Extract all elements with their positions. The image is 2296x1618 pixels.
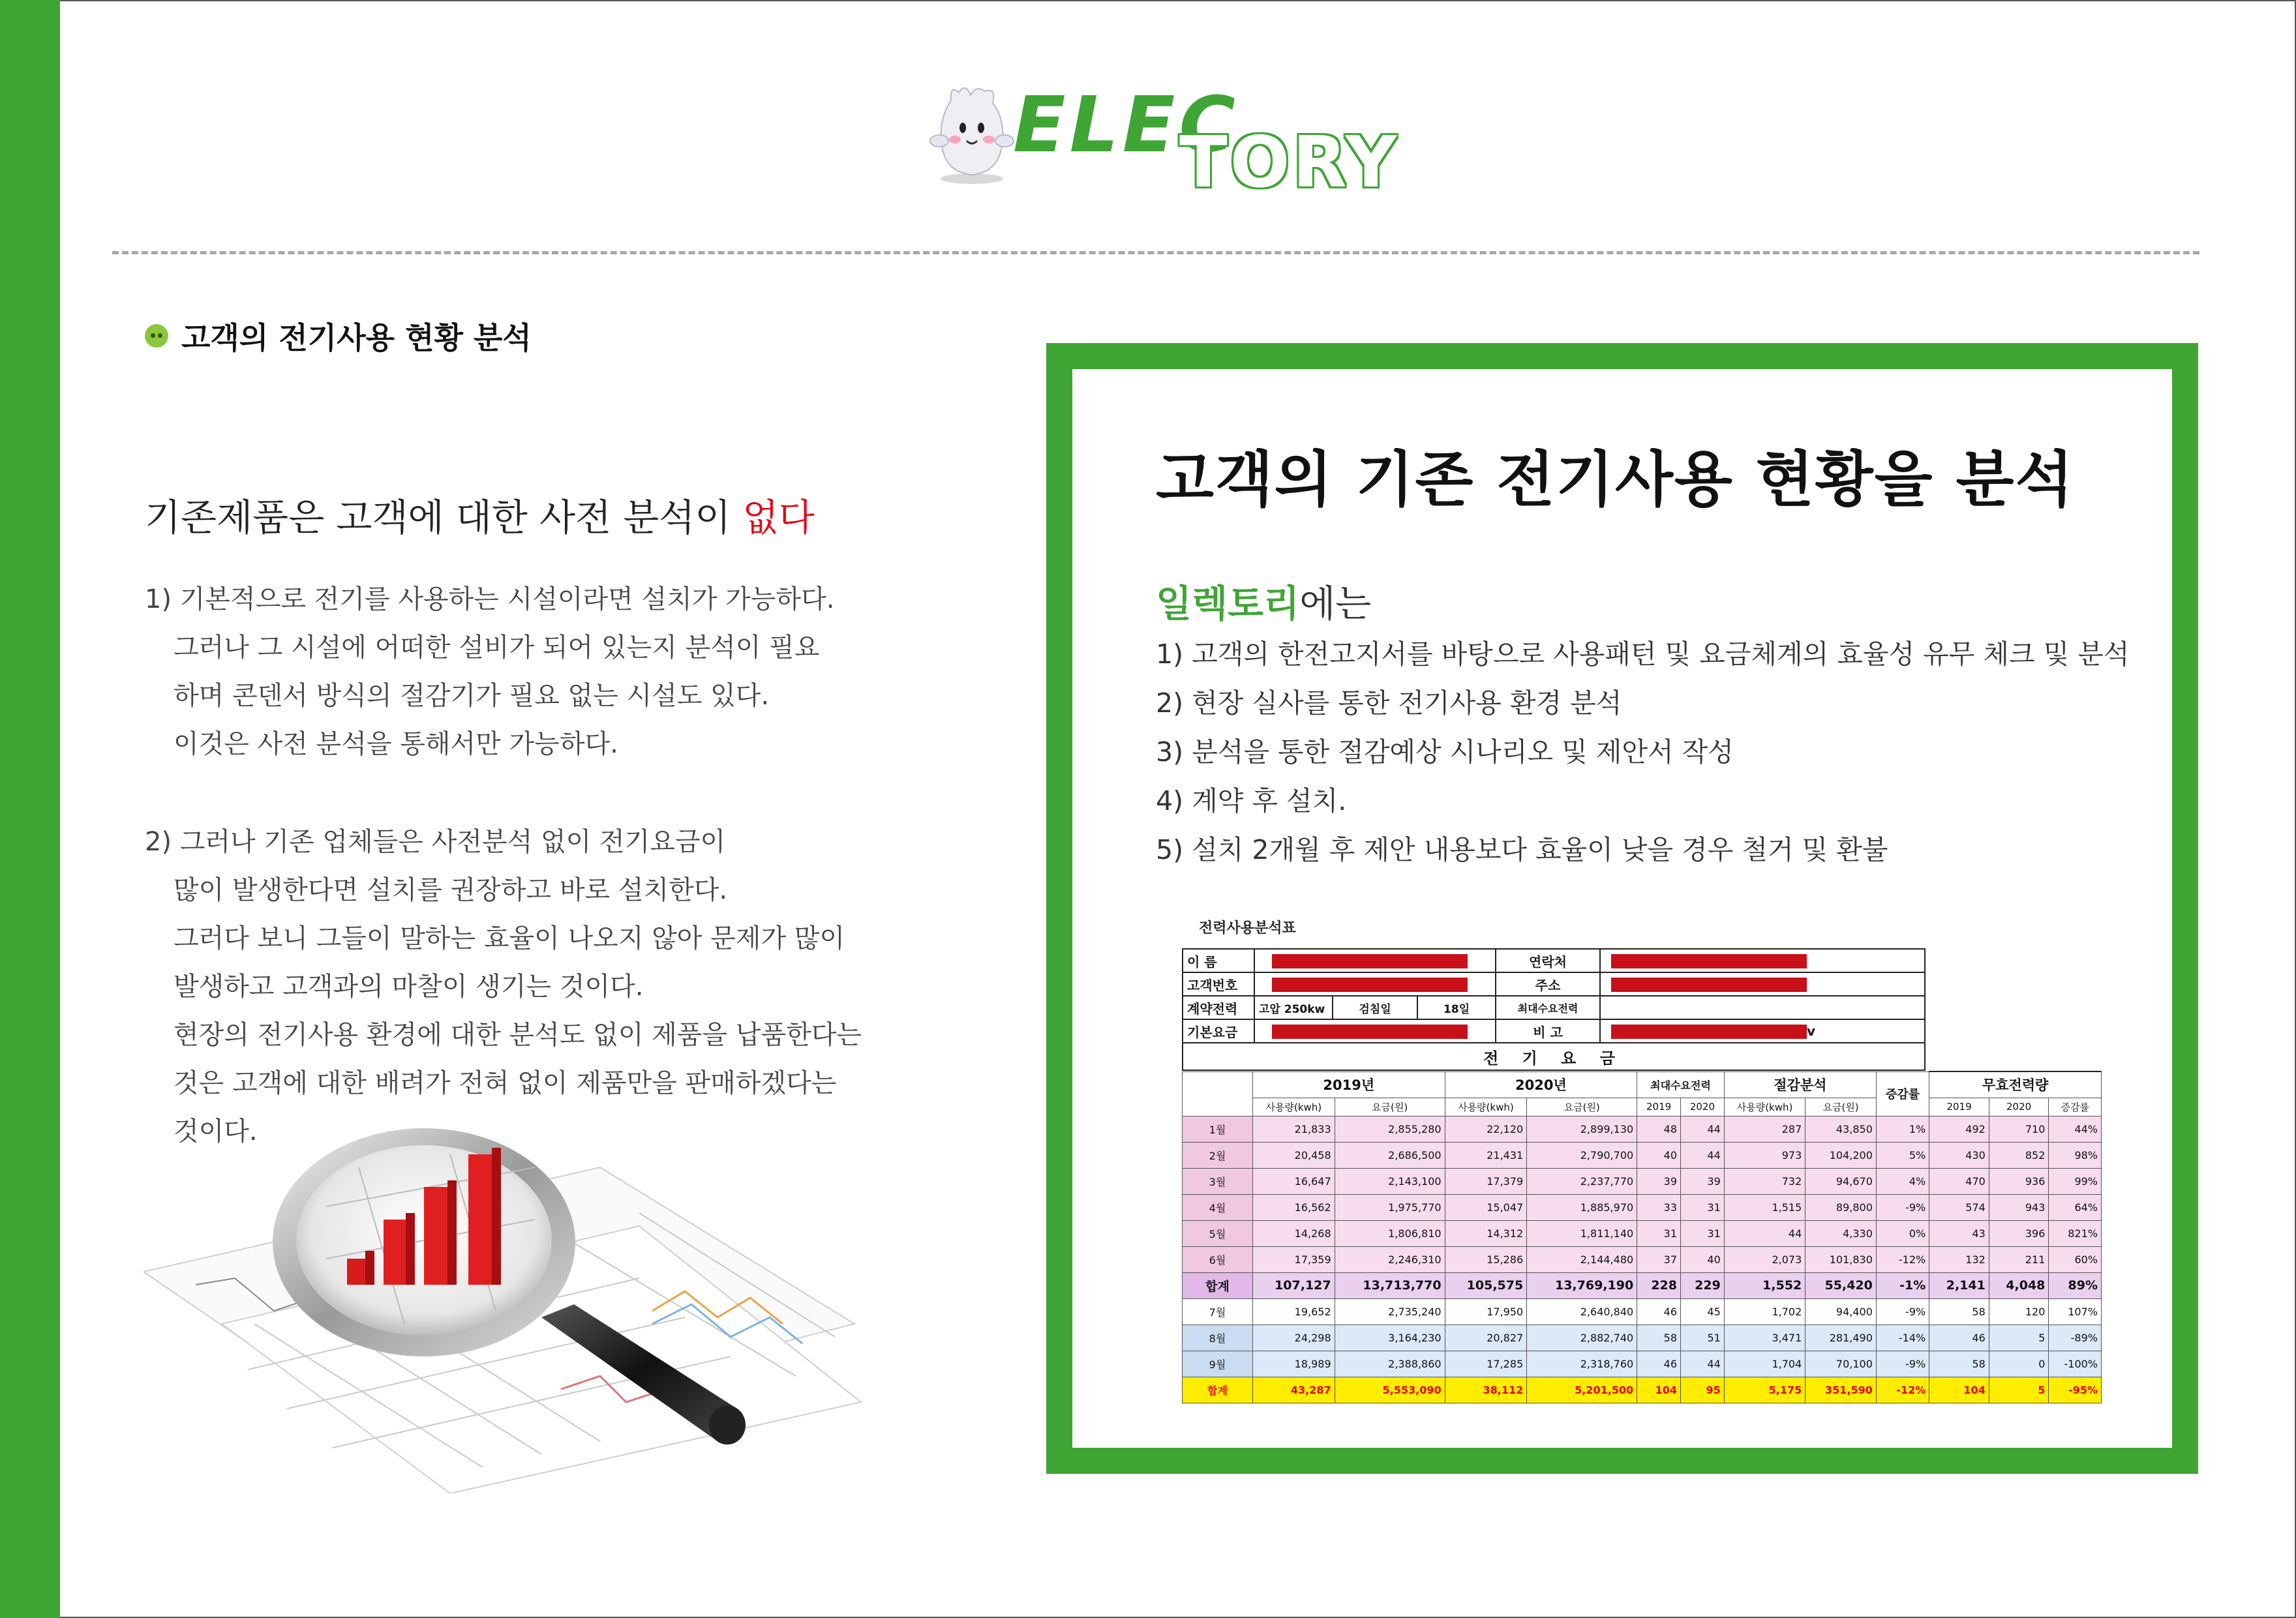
- table-cell: 21,833: [1253, 1116, 1335, 1142]
- table-cell: 2,882,740: [1527, 1325, 1637, 1351]
- logo-text-elec: ELEC: [1013, 80, 1240, 170]
- bullet-face-icon: [145, 324, 168, 348]
- brand-name: 일렉토리: [1156, 582, 1300, 625]
- table-cell: 4%: [1876, 1168, 1929, 1194]
- table-row: [1183, 1220, 2102, 1246]
- paragraph-line: 것이다.: [174, 1116, 258, 1146]
- table-cell: 287: [1724, 1116, 1805, 1142]
- mascot-icon: [925, 81, 1023, 185]
- table-row: [1183, 1116, 2102, 1142]
- info-label: 비 고: [1496, 1019, 1600, 1043]
- table-row: [1183, 1168, 2102, 1194]
- table-cell: 3,471: [1724, 1325, 1805, 1351]
- table-cell: 1,806,810: [1335, 1220, 1445, 1246]
- section-header: [145, 314, 532, 357]
- step-item: 5) 설치 2개월 후 제안 내용보다 효율이 낮을 경우 철거 및 환불: [1156, 834, 1888, 865]
- table-cell: 0: [1989, 1351, 2049, 1377]
- paragraph-line: 현장의 전기사용 환경에 대한 분석도 없이 제품을 납품한다는: [174, 1020, 862, 1050]
- table-cell: 17,285: [1445, 1351, 1527, 1377]
- table-cell: 21,431: [1445, 1142, 1527, 1168]
- month-cell: 5월: [1183, 1220, 1253, 1246]
- table-cell: 105,575: [1445, 1272, 1527, 1298]
- table-row: [1183, 1377, 2102, 1403]
- table-cell: 99%: [2049, 1168, 2102, 1194]
- table-cell: 104,200: [1805, 1142, 1877, 1168]
- table-cell: 15,286: [1445, 1246, 1527, 1272]
- month-cell: 6월: [1183, 1246, 1253, 1272]
- month-cell: 합계: [1183, 1272, 1253, 1298]
- table-cell: 1,975,770: [1335, 1194, 1445, 1220]
- paragraph-2: [145, 818, 862, 1156]
- table-cell: 5: [1989, 1325, 2049, 1351]
- table-cell: 31: [1681, 1220, 1725, 1246]
- sub-fee: 요금(원): [1335, 1098, 1445, 1116]
- table-cell: 1,704: [1724, 1351, 1805, 1377]
- info-value: 18일: [1417, 996, 1496, 1019]
- table-cell: 16,647: [1253, 1168, 1335, 1194]
- magnifier-chart-illustration: [144, 1128, 868, 1493]
- table-cell: 120: [1989, 1298, 2049, 1325]
- table-cell: 60%: [2049, 1246, 2102, 1272]
- redacted-cell: [1254, 1019, 1496, 1043]
- fee-section-title: 전 기 요 금: [1183, 1043, 1925, 1070]
- table-cell: 14,312: [1445, 1220, 1527, 1246]
- table-cell: 39: [1681, 1168, 1725, 1194]
- table-cell: 31: [1637, 1220, 1681, 1246]
- sub-2019: 2019: [1929, 1098, 1989, 1116]
- table-cell: 24,298: [1253, 1325, 1335, 1351]
- col-2019: 2019년: [1253, 1071, 1445, 1098]
- table-cell: 40: [1681, 1246, 1725, 1272]
- info-label: 계약전력: [1183, 996, 1254, 1019]
- table-cell: 38,112: [1445, 1377, 1527, 1403]
- table-caption: 전력사용분석표: [1199, 920, 1296, 936]
- note-tail: v: [1807, 1023, 1816, 1039]
- left-heading-red: 없다: [742, 496, 815, 539]
- table-cell: 104: [1637, 1377, 1681, 1403]
- table-cell: 1,885,970: [1527, 1194, 1637, 1220]
- table-cell: -12%: [1876, 1377, 1929, 1403]
- table-cell: 40: [1637, 1142, 1681, 1168]
- table-cell: 3,164,230: [1335, 1325, 1445, 1351]
- table-cell: 39: [1637, 1168, 1681, 1194]
- table-cell: 16,562: [1253, 1194, 1335, 1220]
- analysis-steps: [1156, 630, 2129, 875]
- table-cell: 51: [1681, 1325, 1725, 1351]
- info-label: 이 름: [1183, 949, 1254, 972]
- table-cell: 64%: [2049, 1194, 2102, 1220]
- month-cell: 8월: [1183, 1325, 1253, 1351]
- table-cell: 5%: [1876, 1142, 1929, 1168]
- step-item: 4) 계약 후 설치.: [1156, 785, 1347, 816]
- table-cell: 33: [1637, 1194, 1681, 1220]
- table-cell: 5: [1989, 1377, 2049, 1403]
- redacted-cell: [1600, 949, 1925, 972]
- table-row: [1183, 1351, 2102, 1377]
- info-value: 고압 250kw: [1254, 996, 1333, 1019]
- paragraph-line: 1) 기본적으로 전기를 사용하는 시설이라면 설치가 가능하다.: [145, 584, 835, 614]
- table-cell: 101,830: [1805, 1246, 1877, 1272]
- table-cell: 1%: [1876, 1116, 1929, 1142]
- table-cell: 281,490: [1805, 1325, 1877, 1351]
- table-cell: 20,827: [1445, 1325, 1527, 1351]
- table-cell: 821%: [2049, 1220, 2102, 1246]
- table-cell: 5,175: [1724, 1377, 1805, 1403]
- table-row: [1183, 1298, 2102, 1325]
- table-cell: 48: [1637, 1116, 1681, 1142]
- table-cell: 45: [1681, 1298, 1725, 1325]
- table-cell: -9%: [1876, 1298, 1929, 1325]
- table-cell: -100%: [2049, 1351, 2102, 1377]
- info-label: 연락처: [1496, 949, 1600, 972]
- table-cell: 710: [1989, 1116, 2049, 1142]
- month-cell: 4월: [1183, 1194, 1253, 1220]
- table-cell: 55,420: [1805, 1272, 1877, 1298]
- table-cell: 89,800: [1805, 1194, 1877, 1220]
- table-cell: 14,268: [1253, 1220, 1335, 1246]
- col-change: 증감률: [1876, 1071, 1929, 1116]
- month-cell: 1월: [1183, 1116, 1253, 1142]
- table-row: [1183, 1272, 2102, 1298]
- col-reactive: 무효전력량: [1929, 1071, 2102, 1098]
- info-label: 주소: [1496, 972, 1600, 996]
- table-cell: 1,515: [1724, 1194, 1805, 1220]
- table-cell: 44%: [2049, 1116, 2102, 1142]
- table-cell: 107,127: [1253, 1272, 1335, 1298]
- table-cell: 2,237,770: [1527, 1168, 1637, 1194]
- table-cell: 104: [1929, 1377, 1989, 1403]
- sub-rate: 증감률: [2049, 1098, 2102, 1116]
- redacted-cell: [1254, 949, 1496, 972]
- subtitle-suffix: 에는: [1299, 582, 1372, 625]
- left-heading-main: 기존제품은 고객에 대한 사전 분석이: [145, 496, 743, 539]
- table-cell: 228: [1637, 1272, 1681, 1298]
- table-cell: -12%: [1876, 1246, 1929, 1272]
- step-item: 2) 현장 실사를 통한 전기사용 환경 분석: [1156, 687, 1622, 719]
- table-cell: 17,379: [1445, 1168, 1527, 1194]
- table-cell: -14%: [1876, 1325, 1929, 1351]
- table-cell: 492: [1929, 1116, 1989, 1142]
- electory-logo: [925, 73, 1399, 203]
- table-cell: 1,811,140: [1527, 1220, 1637, 1246]
- table-cell: 1,702: [1724, 1298, 1805, 1325]
- table-cell: 936: [1989, 1168, 2049, 1194]
- table-cell: 351,590: [1805, 1377, 1877, 1403]
- table-cell: 43: [1929, 1220, 1989, 1246]
- table-cell: 46: [1637, 1351, 1681, 1377]
- table-cell: 2,388,860: [1335, 1351, 1445, 1377]
- table-cell: 13,769,190: [1527, 1272, 1637, 1298]
- dashed-divider: [112, 251, 2199, 254]
- table-cell: 46: [1637, 1298, 1681, 1325]
- table-cell: 2,855,280: [1335, 1116, 1445, 1142]
- table-cell: 1,552: [1724, 1272, 1805, 1298]
- table-cell: 732: [1724, 1168, 1805, 1194]
- table-cell: 229: [1681, 1272, 1725, 1298]
- table-cell: 943: [1989, 1194, 2049, 1220]
- table-cell: 95: [1681, 1377, 1725, 1403]
- logo-text-tory: TORY: [1179, 122, 1399, 203]
- section-title: 고객의 전기사용 현황 분석: [181, 320, 532, 355]
- sub-usage: 사용량(kwh): [1724, 1098, 1805, 1116]
- table-cell: 2,246,310: [1335, 1246, 1445, 1272]
- info-label: 기본요금: [1183, 1019, 1254, 1043]
- col-saving: 절감분석: [1724, 1071, 1876, 1098]
- month-cell: 9월: [1183, 1351, 1253, 1377]
- table-cell: -1%: [1876, 1272, 1929, 1298]
- info-label: 검침일: [1333, 996, 1417, 1019]
- table-cell: 2,073: [1724, 1246, 1805, 1272]
- table-cell: 470: [1929, 1168, 1989, 1194]
- table-cell: 5,553,090: [1335, 1377, 1445, 1403]
- table-cell: 2,899,130: [1527, 1116, 1637, 1142]
- month-cell: 합계: [1183, 1377, 1253, 1403]
- table-row: [1183, 1246, 2102, 1272]
- table-cell: 4,048: [1989, 1272, 2049, 1298]
- step-item: 1) 고객의 한전고지서를 바탕으로 사용패턴 및 요금체계의 효율성 유무 체크 및 분석: [1156, 638, 2130, 670]
- redacted-cell: [1254, 972, 1496, 996]
- sub-2020: 2020: [1681, 1098, 1725, 1116]
- table-cell: 2,790,700: [1527, 1142, 1637, 1168]
- info-label: 최대수요전력: [1496, 996, 1600, 1019]
- month-cell: 3월: [1183, 1168, 1253, 1194]
- table-cell: 43,287: [1253, 1377, 1335, 1403]
- table-row: [1183, 1194, 2102, 1220]
- power-analysis-table: [1182, 948, 2102, 1403]
- table-cell: -9%: [1876, 1194, 1929, 1220]
- sub-usage: 사용량(kwh): [1253, 1098, 1335, 1116]
- customer-info-table: [1182, 948, 1926, 1071]
- table-cell: 94,400: [1805, 1298, 1877, 1325]
- table-cell: 44: [1681, 1142, 1725, 1168]
- step-item: 3) 분석을 통한 절감예상 시나리오 및 제안서 작성: [1156, 736, 1734, 768]
- table-cell: 973: [1724, 1142, 1805, 1168]
- table-cell: 58: [1929, 1351, 1989, 1377]
- table-cell: 58: [1929, 1298, 1989, 1325]
- month-cell: 2월: [1183, 1142, 1253, 1168]
- table-cell: 396: [1989, 1220, 2049, 1246]
- table-cell: 94,670: [1805, 1168, 1877, 1194]
- table-cell: 211: [1989, 1246, 2049, 1272]
- sub-2020: 2020: [1989, 1098, 2049, 1116]
- table-cell: 98%: [2049, 1142, 2102, 1168]
- analysis-subtitle: [1156, 574, 1371, 627]
- table-cell: -95%: [2049, 1377, 2102, 1403]
- table-cell: 2,143,100: [1335, 1168, 1445, 1194]
- table-cell: 2,141: [1929, 1272, 1989, 1298]
- table-cell: 22,120: [1445, 1116, 1527, 1142]
- table-cell: 2,640,840: [1527, 1298, 1637, 1325]
- redacted-cell: [1600, 1019, 1925, 1043]
- table-cell: 852: [1989, 1142, 2049, 1168]
- table-cell: 17,950: [1445, 1298, 1527, 1325]
- left-heading: [145, 488, 815, 541]
- table-cell: 13,713,770: [1335, 1272, 1445, 1298]
- monthly-data-table: [1182, 1071, 2102, 1403]
- table-cell: 19,652: [1253, 1298, 1335, 1325]
- redacted-cell: [1600, 972, 1925, 996]
- table-cell: -89%: [2049, 1325, 2102, 1351]
- table-cell: 430: [1929, 1142, 1989, 1168]
- table-cell: 43,850: [1805, 1116, 1877, 1142]
- paragraph-line: 그러나 그 시설에 어떠한 설비가 되어 있는지 분석이 필요: [174, 633, 820, 663]
- table-cell: 4,330: [1805, 1220, 1877, 1246]
- table-cell: 132: [1929, 1246, 1989, 1272]
- table-cell: 46: [1929, 1325, 1989, 1351]
- table-cell: 107%: [2049, 1298, 2102, 1325]
- table-cell: 17,359: [1253, 1246, 1335, 1272]
- table-cell: 574: [1929, 1194, 1989, 1220]
- paragraph-line: 발생하고 고객과의 마찰이 생기는 것이다.: [174, 972, 644, 1002]
- table-cell: 2,144,480: [1527, 1246, 1637, 1272]
- table-cell: 31: [1681, 1194, 1725, 1220]
- table-cell: -9%: [1876, 1351, 1929, 1377]
- table-cell: 2,318,760: [1527, 1351, 1637, 1377]
- sub-fee: 요금(원): [1805, 1098, 1877, 1116]
- paragraph-1: [145, 575, 834, 768]
- info-label: 고객번호: [1183, 972, 1254, 996]
- table-cell: 2,735,240: [1335, 1298, 1445, 1325]
- sub-2019: 2019: [1637, 1098, 1681, 1116]
- table-row: [1183, 1142, 2102, 1168]
- col-max-demand: 최대수요전력: [1637, 1071, 1725, 1098]
- paragraph-line: 2) 그러나 기존 업체들은 사전분석 없이 전기요금이: [145, 827, 726, 857]
- table-cell: 44: [1681, 1116, 1725, 1142]
- data-body: [1183, 1116, 2102, 1403]
- table-cell: 44: [1724, 1220, 1805, 1246]
- sub-fee: 요금(원): [1527, 1098, 1637, 1116]
- analysis-title: 고객의 기존 전기사용 현황을 분석: [1156, 445, 2075, 515]
- table-cell: 15,047: [1445, 1194, 1527, 1220]
- page-frame-top: [60, 0, 2296, 1]
- paragraph-line: 이것은 사전 분석을 통해서만 가능하다.: [174, 729, 618, 759]
- paragraph-line: 그러다 보니 그들이 말하는 효율이 나오지 않아 문제가 많이: [174, 923, 845, 953]
- paragraph-line: 많이 발생한다면 설치를 권장하고 바로 설치한다.: [174, 875, 728, 905]
- table-cell: 37: [1637, 1246, 1681, 1272]
- table-row: [1183, 1325, 2102, 1351]
- table-cell: 44: [1681, 1351, 1725, 1377]
- paragraph-line: 하며 콘덴서 방식의 절감기가 필요 없는 시설도 있다.: [174, 681, 770, 711]
- sub-usage: 사용량(kwh): [1445, 1098, 1527, 1116]
- table-cell: 89%: [2049, 1272, 2102, 1298]
- col-2020: 2020년: [1445, 1071, 1637, 1098]
- table-cell: 20,458: [1253, 1142, 1335, 1168]
- table-cell: 70,100: [1805, 1351, 1877, 1377]
- table-cell: 58: [1637, 1325, 1681, 1351]
- paragraph-line: 것은 고객에 대한 배려가 전혀 없이 제품만을 판매하겠다는: [174, 1068, 837, 1098]
- table-cell: 18,989: [1253, 1351, 1335, 1377]
- month-cell: 7월: [1183, 1298, 1253, 1325]
- left-green-bar: [0, 0, 60, 1618]
- table-cell: 2,686,500: [1335, 1142, 1445, 1168]
- table-cell: 5,201,500: [1527, 1377, 1637, 1403]
- table-cell: 0%: [1876, 1220, 1929, 1246]
